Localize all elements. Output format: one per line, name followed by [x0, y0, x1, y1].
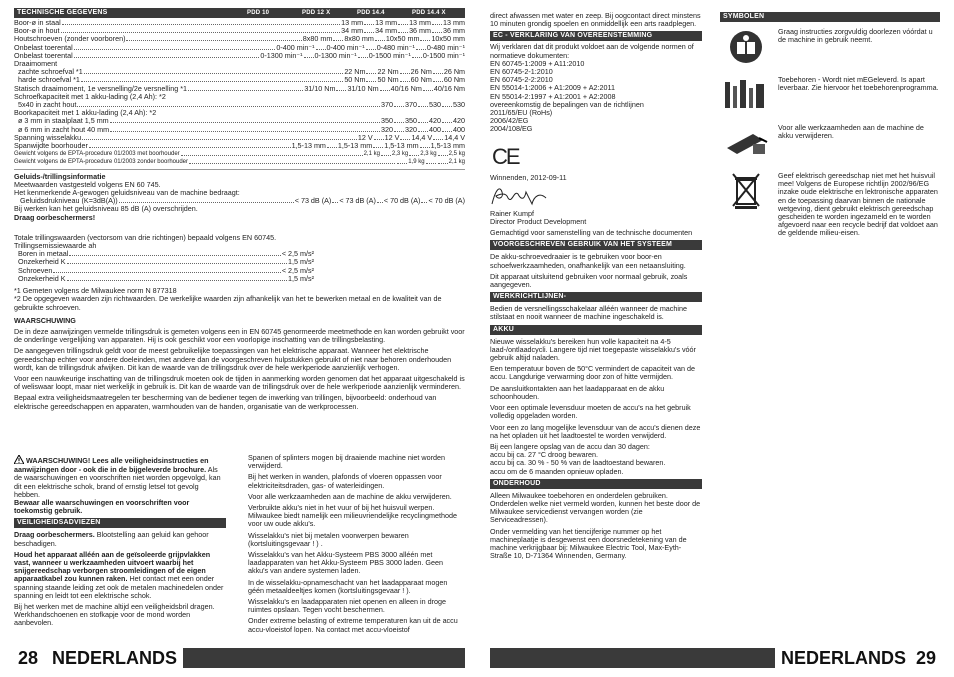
noise-row: Geluidsdrukniveau (K=3dB(A)) < 73 dB (A) < 73 dB (A) < 70 dB (A) < 70 dB (A): [20, 197, 465, 206]
warning-p3: Voor een nauwkeurige inschatting van de trillingsdruk moeten ook de tijden in aanmerking worden genomen dat het apparaat uitgeschakeld is of weliswaar loopt, maar niet werkelijk in gebruik is. Dit kan de waarde van de trillingsdruk over de hele werkperiode aanzienlijk verminderen.: [14, 373, 465, 392]
remove-battery-icon: [720, 124, 772, 162]
spec-row: ø 3 mm in staalplaat 1,5 mm 350 350 420 420: [14, 117, 465, 126]
signer-role: Director Product Development: [490, 217, 587, 227]
symbols-column: [720, 12, 940, 248]
vibration-section: [14, 234, 314, 283]
symbol-item: [720, 76, 940, 114]
vib-row: Onzekerheid K 1,5 m/s²: [14, 258, 314, 267]
spec-table: [14, 19, 465, 167]
spec-row: ø 6 mm in zacht hout 40 mm 320 320 400 400: [14, 125, 465, 134]
akku-header: AKKU: [490, 325, 702, 335]
language-label: NEDERLANDS: [46, 648, 183, 668]
spec-row: Gewicht volgens de EPTA-procedure 01/2003 met boorhouder 2,1 kg 2,3 kg 2,3 kg 2,5 kg: [14, 151, 465, 158]
spec-row: Spanning wisselakku 12 V 12 V 14,4 V 14,4 V: [14, 133, 465, 142]
safety-paragraph: Wisselakku's niet bij metalen voorwerpen bewaren (kortsluitingsgevaar ! ) .: [248, 530, 409, 548]
ec-line: 2004/108/EG: [490, 124, 533, 134]
warning-all-instructions: WAARSCHUWING! Lees alle veiligheidsinstructies en aanwijzingen door - ook die in de bijgeleverde brochure. Als de waarschuwingen en voorschriften niet worden opgevolgd, kan dit een elektrische schok, brand of ernstig letsel tot gevolg hebben. Bewaar alle waarschuwingen en voorschriften voor toekomstig gebruik.: [14, 456, 221, 516]
page-28: [14, 8, 465, 668]
page-number: 29: [910, 648, 940, 668]
safety-p3: Bij het werken met de machine altijd een veiligheidsbril dragen. Werkhandschoenen en stofkapje voor de mond worden aanbevolen.: [14, 602, 215, 628]
noise-section: [14, 173, 465, 222]
spec-row: Boorkapaciteit met 1 akku-lading (2,4 Ah): *2: [14, 109, 157, 118]
warning-p4: Bepaal extra veiligheidsmaatregelen ter bescherming van de bediener tegen de inwerking van trillingen, bijvoorbeeld: onderhoud van elektrische gereedschappen en apparaten, warmhouden van de handen, organisatie van de werkprocessen.: [14, 393, 437, 411]
akku-paragraph: Nieuwe wisselakku's bereiken hun volle kapaciteit na 4-5 laad-/ontlaadcycli. Langere tijd niet toegepaste wisselakku's vóór gebruik altijd naladen.: [490, 336, 696, 363]
ec-header: EC - VERKLARING VAN OVEREENSTEMMING: [490, 31, 702, 41]
ce-mark: CE: [492, 143, 519, 169]
use-p1: De akku-schroevedraaier is te gebruiken voor boor-en schoefwerkzaamheden, onafhankelijk van een netaansluiting.: [490, 252, 686, 270]
noise-intro: Meetwaarden vastgesteld volgens EN 60 745.: [14, 179, 161, 189]
warning-title: WAARSCHUWING: [14, 315, 76, 325]
footnote-1: *1 Gemeten volgens de Milwaukee norm N 877318: [14, 286, 177, 296]
maintenance-header: ONDERHOUD: [490, 479, 702, 489]
footnote-2: *2 De opgegeven waarden zijn richtwaarden. De werkelijke waarden zijn afhankelijk van het te bewerken metaal en de kwaliteit van de gebruikte schroeven.: [14, 294, 442, 312]
intro-text: direct afwassen met water en zeep. Bij oogcontact direct minstens 10 minuten grondig spoelen en onmiddellijk een arts raadplegen.: [490, 11, 701, 29]
language-label: NEDERLANDS: [775, 648, 910, 668]
weee-bin-icon: [720, 172, 772, 210]
symbol-item: [720, 124, 940, 162]
akku-paragraph: Voor een optimale levensduur moeten de accu's na het gebruik volledig opgeladen worden.: [490, 403, 691, 421]
spec-row: Gewicht volgens de EPTA-procedure 01/2003 zonder boorhouder 1,9 kg 2,1 kg: [14, 159, 465, 166]
vib-row: Schroeven < 2,5 m/s²: [14, 266, 314, 275]
safety-paragraph: Bij het werken in wanden, plafonds of vloeren oppassen voor elektriciteitsdraden, gas- of waterleidingen.: [248, 472, 442, 490]
noise-title: Geluids-/trillingsinformatie: [14, 171, 106, 181]
noise-intro2: Het kenmerkende A-gewogen geluidsniveau van de machine bedraagt:: [14, 188, 240, 198]
place-date: Winnenden, 2012-09-11: [490, 172, 567, 182]
use-header: VOORGESCHREVEN GEBRUIK VAN HET SYSTEEM: [490, 240, 702, 250]
safety-p2: Houd het apparaat alléén aan de geïsoleerde grijpvlakken vast, wanneer u werkzaamheden uitvoert waarbij het snijgereedschap verborgen stroomleidingen of de eigen apparaatkabel zou kunnen raken. Het contact met een onder spanning staande leiding zet ook de metalen machinedelen onder spanning en leidt tot een elektrische schok.: [14, 549, 224, 600]
symbol-text: Geef elektrisch gereedschap niet met het huisvuil mee! Volgens de Europese richtlijn 2002/96/EG inzake oude elektrische en lektronische apparaten en de toepassing daarvan binnen de nationale wetgeving, dient gebruikt elektrisch gereedschap gescheiden te worden ingezameld en te worden afgevoerd naar een recycle bedrijf dat voldoet aan de geldende milieu-eisen.: [778, 171, 938, 238]
accessories-icon: [720, 76, 772, 114]
ec-line: EN 60745-2-2:2010: [490, 75, 553, 85]
maintenance-section: [490, 492, 702, 561]
safety-paragraph: Verbruikte akku's niet in het vuur of bij het huisvuil werpen. Milwaukee biedt namelijk een milieuvriendelijke recyclingmethode voor uw oude akku's.: [248, 503, 457, 529]
maintenance-paragraph: Onder vermelding van het tiencijferige nummer op het machineplaatje is desgewenst een doorsnedetekening van de machine verkrijgbaar bij: Milwaukee Electric Tool, Max-Eyth-Straße 10, D-71364 Winnenden, Germany.: [490, 526, 687, 561]
spec-row: harde schroefval *1 50 Nm 50 Nm 60 Nm 60 Nm: [14, 76, 465, 85]
vib-title: Trillingsemissiewaarde ah: [14, 241, 97, 251]
safety-right-column: [248, 454, 460, 637]
spec-row: Draaimoment: [14, 60, 58, 69]
ec-line: Wij verklaren dat dit produkt voldoet aan de volgende normen of normatieve dokumenten:: [490, 42, 694, 60]
authorized-note: Gemachtigd voor samenstelling van de technische documenten: [490, 228, 693, 238]
maintenance-paragraph: Alleen Milwaukee toebehoren en onderdelen gebruiken. Onderdelen welke niet vermeld worden, kunnen het beste door de Milwaukee servicedienst vervangen worden (zie Serviceadressen).: [490, 490, 701, 525]
akku-section: [490, 338, 702, 476]
akku-paragraph: De aansluitkontakten aan het laadapparaat en de akku schoonhouden.: [490, 383, 665, 401]
use-p2: Dit apparaat uitsluitend gebruiken voor normaal gebruik, zoals aangegeven.: [490, 271, 688, 290]
safety-paragraph: Wisselakku's van het Akku-Systeem PBS 3000 alléén met laadapparaten van het Akku-Systeem PBS 3000 laden. Geen akku's van andere systemen laden.: [248, 550, 443, 576]
vib-row: Onzekerheid K 1,5 m/s²: [14, 274, 314, 283]
page-footer-28: [14, 648, 465, 668]
akku-paragraph: Bij een langere opslag van de accu dan 30 dagen: accu bij ca. 27 °C droog bewaren. accu bij ca. 30 % - 50 % van de laadtoestand bewaren. accu om de 6 maanden opnieuw opladen.: [490, 441, 666, 476]
read-manual-icon: [720, 28, 772, 66]
symbol-text: Voor alle werkzaamheden aan de machine de akku verwijderen.: [778, 123, 924, 141]
ec-line: EN 60745-2-1:2010: [490, 67, 553, 77]
spec-row: Boor-ø in staal 13 mm 13 mm 13 mm 13 mm: [14, 19, 465, 27]
akku-paragraph: Voor een zo lang mogelijke levensduur van de accu's dienen deze na het opladen uit het laadtoestel te worden verwijderd.: [490, 422, 701, 440]
spec-row: Onbelast toerental 0-1300 min⁻¹ 0-1300 min⁻¹ 0-1500 min⁻¹ 0-1500 min⁻¹: [14, 51, 465, 60]
warning-p1: De in deze aanwijzingen vermelde trillingsdruk is gemeten volgens een in EN 60745 genormeerde meetmethode en kan worden gebruikt voor de onderlinge vergelijking van apparaten. Hij is ook geschikt voor een voorlopige inschatting van de trillingsbelasting.: [14, 326, 465, 345]
page-29: [490, 8, 940, 668]
safety-left-column: [14, 455, 226, 631]
spec-row: Statisch draaimoment, 1e versnelling/2e versnelling *1 31/10 Nm 31/10 Nm 40/16 Nm 40/16 Nm: [14, 84, 465, 93]
footnotes: [14, 287, 465, 312]
symbol-text: Toebehoren - Wordt niet mEGeleverd. Is apart leverbaar. Zie hiervoor het toebehorenprogramma.: [778, 75, 939, 93]
safety-paragraph: Spanen of splinters mogen bij draaiende machine niet worden verwijderd.: [248, 453, 445, 471]
page-footer-29: [490, 648, 940, 668]
ec-line: 2006/42/EG: [490, 116, 529, 126]
vib-row: Boren in metaal < 2,5 m/s²: [14, 250, 314, 259]
spec-row: Spanwijdte boorhouder 1,5-13 mm 1,5-13 mm 1,5-13 mm 1,5-13 mm: [14, 142, 465, 151]
warning-p2: De aangegeven trillingsdruk geldt voor de meest gebruikelijke toepassingen van het elektrische apparaat. Wanneer het elektrische gereedschap echter voor andere doeleinden, met andere dan de voorgeschreven hulpstukken gebruikt of niet naar behoren onderhouden wordt, kan de trillingsdruk afwijken. Dit kan de waarde van de trillingsdruk over de hele werkperiode aanzienlijk verhogen.: [14, 346, 452, 372]
left-column-29: [490, 12, 702, 563]
signer-name: Rainer Kumpf: [490, 208, 534, 218]
work-text: Bedien de versnellingsschakelaar alléén wanneer de machine stilstaat en nooit wanneer de machine ingeschakeld is.: [490, 304, 687, 322]
ec-line: overeenkomstig de bepalingen van de richtlijnen: [490, 99, 644, 109]
noise-note: Bij werken kan het geluidsniveau 85 dB (A) overschrijden.: [14, 204, 198, 214]
symbol-item: [720, 28, 940, 66]
vib-intro: Totale trillingswaarden (vectorsom van drie richtingen) bepaald volgens EN 60745.: [14, 232, 277, 242]
spec-row: 5x40 in zacht hout 370 370 530 530: [14, 101, 465, 110]
safety-paragraph: In de wisselakku-opnameschacht van het laadapparaat mogen géén metaaldeeltjes komen (kortsluitingsgevaar ! ).: [248, 577, 448, 595]
ec-line: 2011/65/EU (RoHs): [490, 108, 553, 118]
work-header: WERKRICHTLIJNEN-: [490, 292, 702, 302]
safety-paragraph: Wisselakku's en laadapparaten niet openen en alleen in droge ruimtes opslaan. Tegen vocht beschermen.: [248, 597, 446, 615]
safety-header: VEILIGHEIDSADVIEZEN: [14, 518, 226, 528]
safety-paragraph: Voor alle werkzaamheden aan de machine de akku verwijderen.: [248, 491, 452, 501]
ec-line: EN 60745-1:2009 + A11:2010: [490, 58, 585, 68]
akku-paragraph: Een temperatuur boven de 50°C vermindert de capaciteit van de accu. Langdurige verwarming door zon of hitte vermijden.: [490, 364, 696, 382]
tech-header: TECHNISCHE GEGEVENS PDD 10 PDD 12 X PDD 14.4 PDD 14.4 X: [14, 8, 465, 18]
ec-declaration: [490, 43, 702, 133]
safety-paragraph: Onder extreme belasting of extreme temperaturen kan uit de accu accu-vloeistof lopen. Na contact met accu-vloeistof: [248, 616, 458, 634]
ec-line: EN 55014-2:1997 + A1:2001 + A2:2008: [490, 91, 616, 101]
signature: [490, 184, 702, 208]
symbols-header: SYMBOLEN: [720, 12, 940, 22]
spec-row: Houtschroeven (zonder voorboren) 8x80 mm 8x80 mm 10x50 mm 10x50 mm: [14, 35, 465, 44]
spec-row: Schroefkapaciteit met 1 akku-lading (2,4 Ah): *2: [14, 92, 166, 101]
ear-protection-note: Draag oorbeschermers!: [14, 212, 96, 222]
spec-row: Boor-ø in hout 34 mm 34 mm 36 mm 36 mm: [14, 27, 465, 36]
spec-row: zachte schroefval *1 22 Nm 22 Nm 26 Nm 26 Nm: [14, 68, 465, 77]
symbol-text: Graag instructies zorgvuldig doorlezen vóórdat u de machine in gebruik neemt.: [778, 27, 933, 45]
symbol-item: [720, 172, 940, 238]
page-number: 28: [14, 648, 46, 668]
safety-p1: Draag oorbeschermers. Blootstelling aan geluid kan gehoor beschadigen.: [14, 530, 209, 548]
warning-section: [14, 317, 465, 411]
spec-row: Onbelast toerental 0-400 min⁻¹ 0-400 min⁻¹ 0-480 min⁻¹ 0-480 min⁻¹: [14, 43, 465, 52]
ec-line: EN 55014-1:2006 + A1:2009 + A2:2011: [490, 83, 615, 93]
